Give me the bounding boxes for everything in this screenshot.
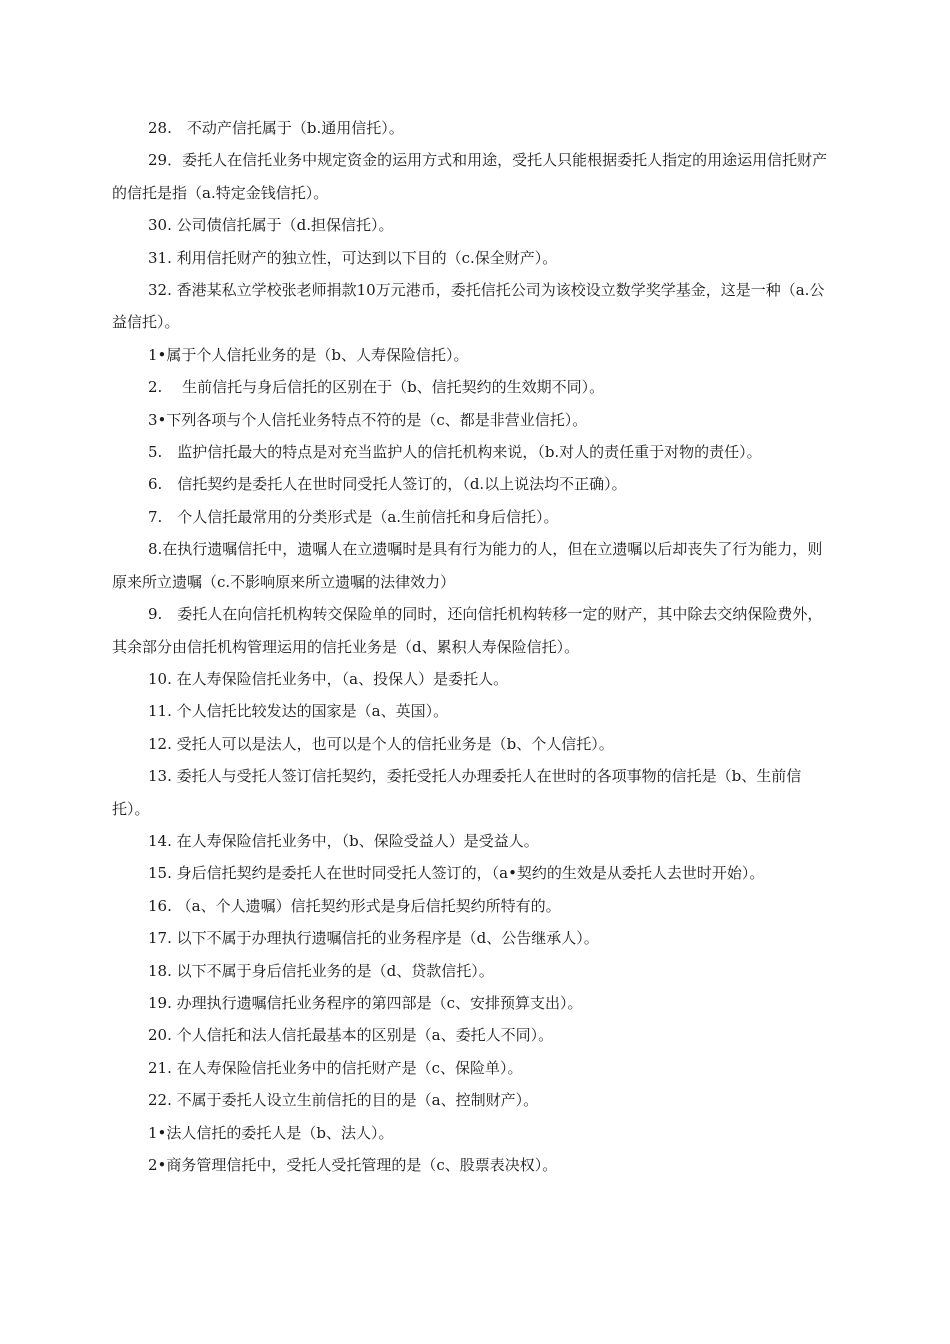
- question-item: 17. 以下不属于办理执行遗嘱信托的业务程序是（d、公告继承人）。: [148, 929, 599, 948]
- question-item: 29．委托人在信托业务中规定资金的运用方式和用途，受托人只能根据委托人指定的用途运用信托财产的信托是指（a.特定金钱信托）。: [112, 151, 828, 202]
- question-item: 18. 以下不属于身后信托业务的是（d、贷款信托）。: [148, 961, 494, 980]
- question-item: 21. 在人寿保险信托业务中的信托财产是（c、保险单）。: [148, 1058, 523, 1077]
- question-item: 12. 受托人可以是法人，也可以是个人的信托业务是（b、个人信托）。: [148, 734, 614, 753]
- question-item: 14. 在人寿保险信托业务中，（b、保险受益人）是受益人。: [148, 831, 539, 850]
- question-item: 8.在执行遗嘱信托中，遗嘱人在立遗嘱时是具有行为能力的人，但在立遗嘱以后却丧失了行为能力，则原来所立遗嘱（c.不影响原来所立遗嘱的法律效力）: [112, 540, 823, 591]
- question-item: 11. 个人信托比较发达的国家是（a、英国）。: [148, 702, 449, 721]
- question-item: 13. 委托人与受托人签订信托契约，委托受托人办理委托人在世时的各项事物的信托是（b、生前信托）。: [112, 767, 802, 818]
- question-item: 22. 不属于委托人设立生前信托的目的是（a、控制财产）。: [148, 1091, 539, 1110]
- document-body: [112, 112, 832, 1181]
- question-item: 32. 香港某私立学校张老师捐款10万元港币，委托信托公司为该校设立数学奖学基金，这是一种（a.公益信托）。: [112, 281, 825, 332]
- question-item: 31. 利用信托财产的独立性，可达到以下目的（c.保全财产）。: [148, 248, 558, 267]
- question-item: 7. 个人信托最常用的分类形式是（a.生前信托和身后信托）。: [148, 507, 559, 526]
- question-item: 2. 生前信托与身后信托的区别在于（b、信托契约的生效期不同）。: [148, 378, 605, 397]
- question-item: 3•下列各项与个人信托业务特点不符的是（c、都是非营业信托）。: [148, 410, 588, 429]
- question-item: 30. 公司债信托属于（d.担保信托）。: [148, 216, 394, 235]
- question-item: 20. 个人信托和法人信托最基本的区别是（a、委托人不同）。: [148, 1026, 554, 1045]
- question-item: 28. 不动产信托属于（b.通用信托）。: [148, 119, 404, 137]
- question-item: 16. （a、个人遗嘱）信托契约形式是身后信托契约所特有的。: [148, 896, 561, 915]
- question-item: 6. 信托契约是委托人在世时同受托人签订的，（d.以上说法均不正确）。: [148, 475, 627, 494]
- question-item: 1•属于个人信托业务的是（b、人寿保险信托）。: [148, 345, 469, 364]
- question-item: 19. 办理执行遗嘱信托业务程序的第四部是（c、安排预算支出）。: [148, 993, 583, 1012]
- question-item: 9. 委托人在向信托机构转交保险单的同时，还向信托机构转移一定的财产，其中除去交纳保险费外，其余部分由信托机构管理运用的信托业务是（d、累积人寿保险信托）。: [112, 605, 823, 656]
- question-item: 1•法人信托的委托人是（b、法人）。: [148, 1123, 394, 1142]
- question-item: 2•商务管理信托中，受托人受托管理的是（c、股票表决权）。: [148, 1156, 558, 1174]
- question-item: 5. 监护信托最大的特点是对充当监护人的信托机构来说，（b.对人的责任重于对物的责任）。: [148, 443, 762, 462]
- question-item: 15. 身后信托契约是委托人在世时同受托人签订的，（a•契约的生效是从委托人去世时开始）。: [148, 864, 765, 883]
- question-item: 10. 在人寿保险信托业务中，（a、投保人）是委托人。: [148, 669, 509, 688]
